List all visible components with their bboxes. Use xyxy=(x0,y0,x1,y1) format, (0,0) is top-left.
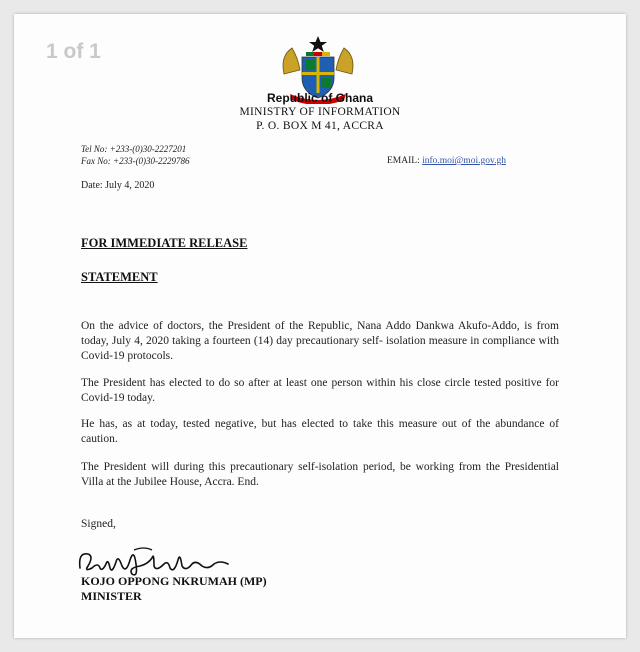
email-link[interactable]: info.moi@moi.gov.gh xyxy=(422,156,506,166)
letter-date: Date: July 4, 2020 xyxy=(81,180,155,191)
paragraph: The President will during this precautionary self-isolation period, be working from the Presidential Villa at the Jubilee House, Accra. End. xyxy=(81,461,559,488)
paragraph: On the advice of doctors, the President of the Republic, Nana Addo Dankwa Akufo-Addo, is from today, July 4, 2020 taking a fourteen (14) day precautionary self- isolation measure in compliance with Covid-19 protocols. xyxy=(81,320,559,362)
postal-address: P. O. BOX M 41, ACCRA xyxy=(256,120,384,132)
release-heading: FOR IMMEDIATE RELEASE xyxy=(81,236,248,250)
fax-number: Fax No: +233-(0)30-2229786 xyxy=(81,156,190,166)
telephone-number: Tel No: +233-(0)30-2227201 xyxy=(81,144,187,154)
statement-heading: STATEMENT xyxy=(81,270,158,284)
paragraph: The President has elected to do so after at least one person within his close circle tested positive for Covid-19 today. xyxy=(81,377,559,404)
paragraph: He has, as at today, tested negative, but has elected to take this measure out of the abundance of caution. xyxy=(81,418,559,445)
country-name: Republic of Ghana xyxy=(266,91,373,105)
email-label: EMAIL: xyxy=(387,156,420,166)
document-page xyxy=(14,14,626,638)
signed-label: Signed, xyxy=(81,518,116,530)
signatory-title: MINISTER xyxy=(81,589,142,603)
email-line xyxy=(387,156,506,166)
signatory-name: KOJO OPPONG NKRUMAH (MP) xyxy=(81,574,267,588)
page-indicator: 1 of 1 xyxy=(46,40,101,63)
ministry-name: MINISTRY OF INFORMATION xyxy=(239,106,401,118)
